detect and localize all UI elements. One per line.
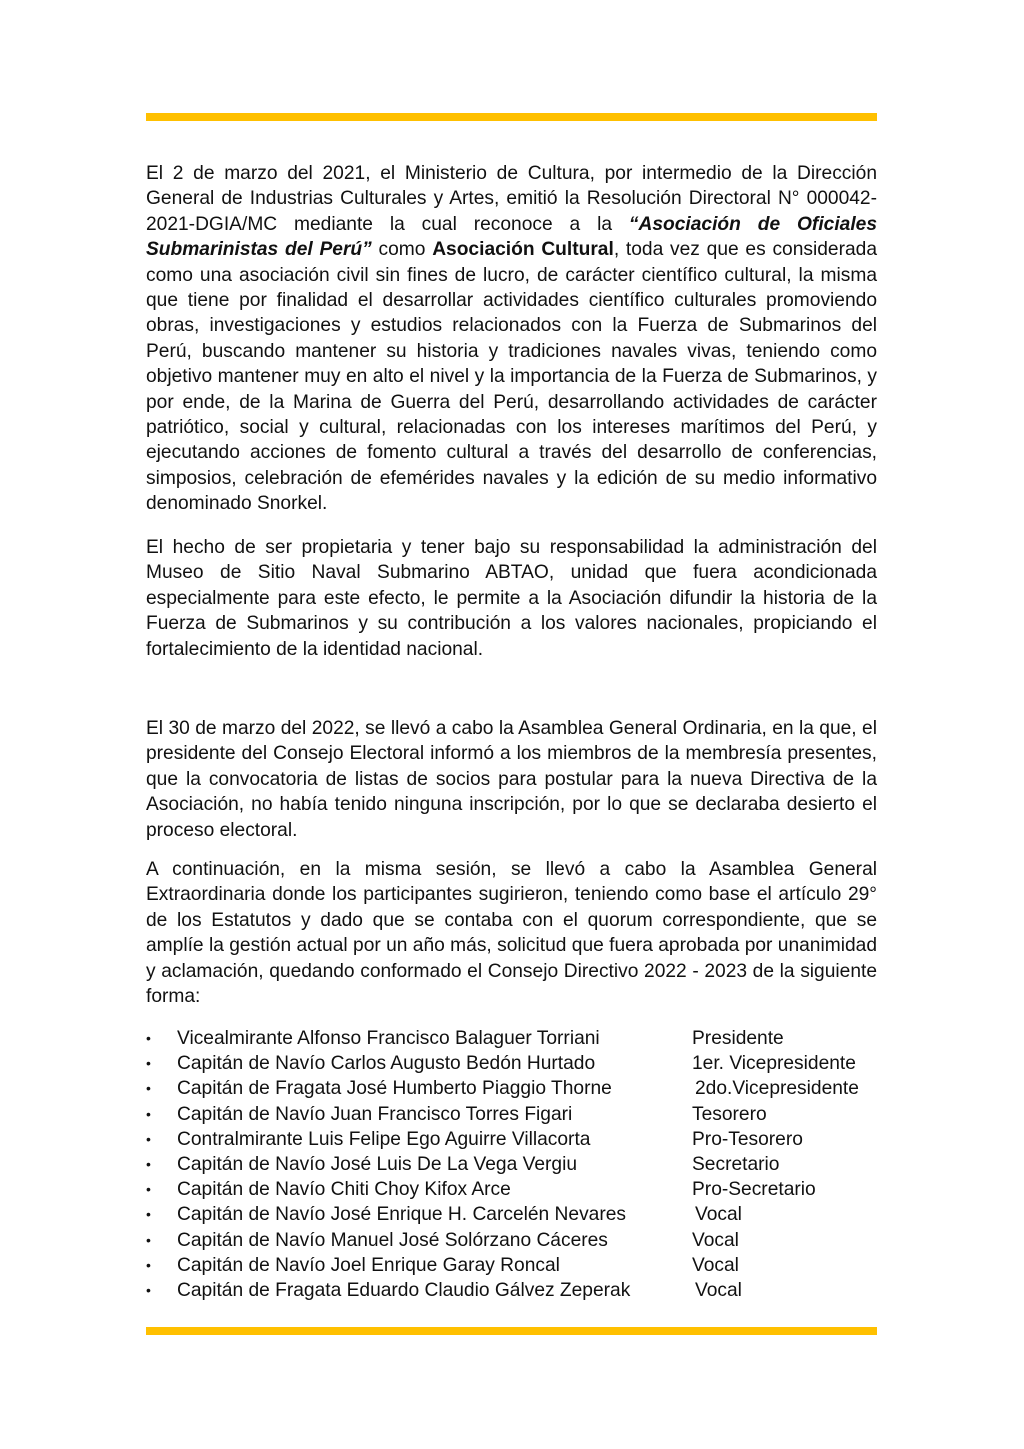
- list-item: [146, 1127, 877, 1152]
- member-name: Capitán de Fragata José Humberto Piaggio Thorne: [177, 1078, 612, 1100]
- member-role: Pro-Secretario: [692, 1179, 816, 1201]
- list-item: [146, 1202, 877, 1227]
- bottom-accent-rule: [146, 1327, 877, 1335]
- paragraph-text: El 30 de marzo del 2022, se llevó a cabo la Asamblea General Ordinaria, en la que, el presidente del Consejo Electoral informó a los miembros de la membresía presentes, que la convocatoria de listas de socios para postular para la nueva Directiva de la Asociación, no había tenido ninguna inscripción, por lo que se declaraba desierto el proceso electoral.: [146, 718, 877, 841]
- paragraph-extraordinary-assembly: [146, 857, 877, 1009]
- bullet-icon: •: [146, 1030, 151, 1046]
- paragraph-text: El 2 de marzo del 2021, el Ministerio de Cultura, por intermedio de la Dirección General de Industrias Culturales y Artes, emitió la Resolución Directoral N° 000042-2021-DGIA/MC mediante la cual reconoce a la: [146, 163, 877, 235]
- list-item: [146, 1026, 877, 1051]
- member-role: Vocal: [695, 1279, 742, 1301]
- member-name: Capitán de Navío Carlos Augusto Bedón Hurtado: [177, 1053, 596, 1075]
- board-members-list: [146, 1026, 877, 1303]
- paragraph-text: , toda vez que es considerada como una asociación civil sin fines de lucro, de carácter científico cultural, la misma que tiene por finalidad el desarrollar actividades científico culturales promoviendo obras, investigaciones y estudios relacionados con la Fuerza de Submarinos del Perú, buscando mantener su historia y tradiciones navales vivas, teniendo como objetivo mantener muy en alto el nivel y la importancia de la Fuerza de Submarinos, y por ende, de la Marina de Guerra del Perú, desarrollando actividades de carácter patriótico, social y cultural, relacionadas con los intereses marítimos del Perú, y ejecutando acciones de fomento cultural a través del desarrollo de conferencias, simposios, celebración de efemérides navales y la edición de su medio informativo denominado Snorkel.: [146, 239, 877, 515]
- member-role: Presidente: [692, 1028, 784, 1049]
- member-role: Vocal: [692, 1254, 739, 1276]
- paragraph-text: A continuación, en la misma sesión, se llevó a cabo la Asamblea General Extraordinaria donde los participantes sugirieron, teniendo como base el artículo 29° de los Estatutos y dado que se contaba con el quorum correspondiente, que se amplíe la gestión actual por un año más, solicitud que fuera aprobada por unanimidad y aclamación, quedando conformado el Consejo Directivo 2022 - 2023 de la siguiente forma:: [146, 859, 877, 1008]
- list-item: [146, 1253, 877, 1278]
- cultural-association-label: Asociación Cultural: [432, 239, 614, 261]
- bullet-icon: •: [146, 1155, 151, 1172]
- member-name: Capitán de Navío José Luis De La Vega Vergiu: [177, 1153, 578, 1175]
- paragraph-ordinary-assembly: [146, 716, 877, 843]
- member-role: Vocal: [692, 1229, 739, 1251]
- association-name: “Asociación de Oficiales Submarinistas del Perú”: [146, 213, 877, 261]
- member-role: Secretario: [692, 1153, 780, 1175]
- member-role: 1er. Vicepresidente: [692, 1053, 856, 1075]
- bullet-icon: •: [146, 1206, 151, 1223]
- paragraph-museum: [146, 535, 877, 662]
- member-name: Capitán de Navío Joel Enrique Garay Roncal: [177, 1254, 560, 1276]
- list-item: [146, 1051, 877, 1076]
- list-item: [146, 1102, 877, 1127]
- bullet-icon: •: [146, 1055, 151, 1072]
- member-name: Capitán de Navío Juan Francisco Torres Figari: [177, 1103, 573, 1125]
- list-item: [146, 1228, 877, 1253]
- bullet-icon: •: [146, 1231, 151, 1248]
- list-item: [146, 1278, 877, 1303]
- top-accent-rule: [146, 113, 877, 121]
- member-name: Capitán de Navío Chiti Choy Kifox Arce: [177, 1179, 511, 1201]
- bullet-icon: •: [146, 1105, 151, 1122]
- list-item: [146, 1076, 877, 1101]
- member-name: Capitán de Navío José Enrique H. Carcelén Nevares: [177, 1204, 627, 1226]
- bullet-icon: •: [146, 1181, 151, 1198]
- member-role: Pro-Tesorero: [692, 1128, 803, 1150]
- paragraph-cultural-recognition: [146, 161, 877, 517]
- bullet-icon: •: [146, 1256, 151, 1273]
- member-role: Tesorero: [692, 1103, 767, 1125]
- bullet-icon: •: [146, 1080, 151, 1097]
- member-name: Vicealmirante Alfonso Francisco Balaguer Torriani: [177, 1028, 600, 1049]
- member-role: Vocal: [695, 1204, 742, 1226]
- list-item: [146, 1152, 877, 1177]
- list-item: [146, 1177, 877, 1202]
- member-role: 2do.Vicepresidente: [695, 1078, 859, 1100]
- member-name: Capitán de Fragata Eduardo Claudio Gálvez Zeperak: [177, 1279, 631, 1301]
- member-name: Contralmirante Luis Felipe Ego Aguirre Villacorta: [177, 1128, 591, 1150]
- member-name: Capitán de Navío Manuel José Solórzano Cáceres: [177, 1229, 608, 1251]
- bullet-icon: •: [146, 1281, 151, 1298]
- paragraph-text: como: [371, 239, 433, 261]
- paragraph-text: El hecho de ser propietaria y tener bajo su responsabilidad la administración del Museo de Sitio Naval Submarino ABTAO, unidad que fuera acondicionada especialmente para este efecto, le permite a la Asociación difundir la historia de la Fuerza de Submarinos y su contribución a los valores nacionales, propiciando el fortalecimiento de la identidad nacional.: [146, 537, 877, 660]
- bullet-icon: •: [146, 1130, 151, 1147]
